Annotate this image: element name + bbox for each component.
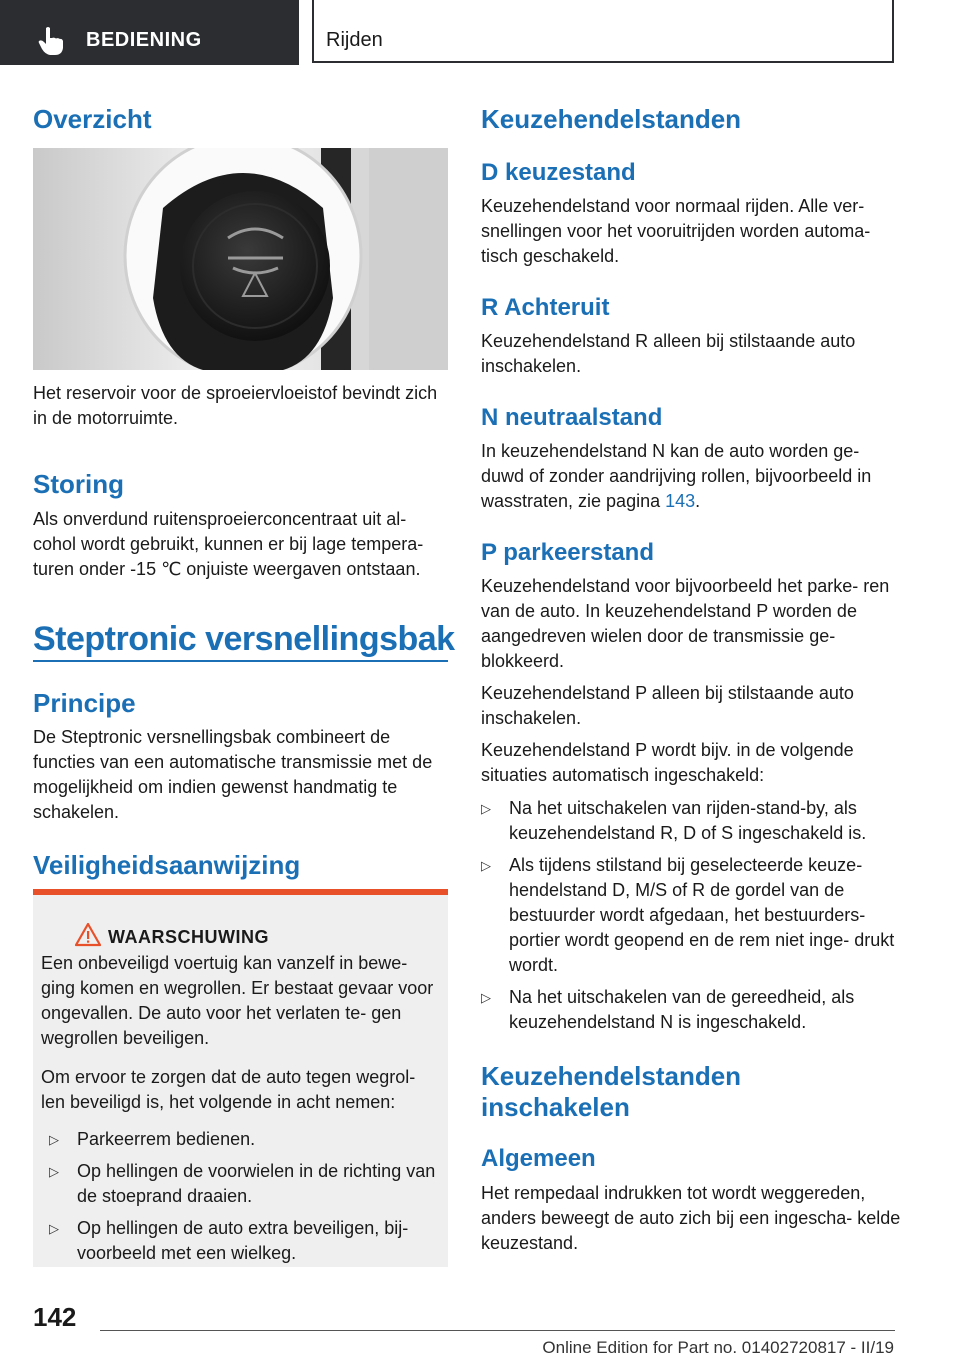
heading-veiligheid: Veiligheidsaanwijzing — [33, 850, 301, 880]
storing-text: Als onverdund ruitensproeierconcentraat uit al- cohol wordt gebruikt, kunnen er bij lage tempera- turen onder -15 ℃ onjuiste weergaven ontstaan. — [33, 509, 424, 579]
heading-algemeen: Algemeen — [481, 1145, 596, 1172]
heading-overzicht: Overzicht — [33, 104, 152, 134]
bullet-triangle-icon: ▷ — [49, 1164, 59, 1179]
p-text-2: Keuzehendelstand P alleen bij stilstaande auto inschakelen. — [481, 683, 854, 728]
bullet-triangle-icon: ▷ — [481, 801, 491, 816]
bullet-triangle-icon: ▷ — [481, 858, 491, 873]
heading-keuzehendelstanden: Keuzehendelstanden — [481, 104, 742, 134]
section-header — [312, 0, 894, 63]
principe-text: De Steptronic versnellingsbak combineert de functies van een automatische transmissie met de mogelijkheid om indien gewenst handmatig te schakelen. — [33, 727, 433, 822]
p-text-1: Keuzehendelstand voor bijvoorbeeld het parke- ren van de auto. In keuzehendelstand P worden de aangedreven wielen door de transmissie ge- blokkeerd. — [481, 576, 890, 671]
bullet-triangle-icon: ▷ — [49, 1132, 59, 1147]
chapter-label: BEDIENING — [86, 29, 202, 51]
photo-caption: Het reservoir voor de sproeiervloeistof bevindt zich in de motorruimte. — [33, 383, 438, 428]
d-text: Keuzehendelstand voor normaal rijden. Alle ver- snellingen voor het vooruitrijden worden automa- tisch geschakeld. — [481, 196, 871, 266]
warning-title: WAARSCHUWING — [108, 927, 269, 947]
heading-storing: Storing — [33, 469, 124, 499]
warning-paragraph-1: Een onbeveiligd voertuig kan vanzelf in bewe- ging komen en wegrollen. Er bestaat gevaar voor ongevallen. De auto voor het verlaten te- gen wegrollen beveiligen. — [41, 953, 434, 1048]
footer-rule — [100, 1330, 895, 1331]
warning-triangle-icon — [75, 923, 101, 947]
heading-principe: Principe — [33, 688, 136, 718]
chapter-tab[interactable] — [0, 0, 299, 65]
r-text: Keuzehendelstand R alleen bij stilstaande auto inschakelen. — [481, 331, 856, 376]
algemeen-text: Het rempedaal indrukken tot wordt weggereden, anders beweegt de auto zich bij een ingescha- kelde keuzestand. — [481, 1183, 901, 1253]
section-label: Rijden — [326, 29, 383, 51]
edition-text: Online Edition for Part no. 01402720817 - II/19 — [542, 1338, 894, 1357]
page-link[interactable]: 143 — [665, 491, 696, 511]
heading-r: R Achteruit — [481, 294, 610, 321]
reservoir-photo — [33, 148, 448, 370]
p-text-3: Keuzehendelstand P wordt bijv. in de volgende situaties automatisch ingeschakeld: — [481, 740, 854, 785]
heading-rule — [33, 660, 448, 662]
heading-p: P parkeerstand — [481, 539, 654, 566]
warning-box: WAARSCHUWING Een onbeveiligd voertuig kan vanzelf in bewe- ging komen en wegrollen. Er bestaat gevaar voor ongevallen. De auto voor het verlaten te- gen wegrollen beveiligen. Om ervoor te zorgen dat de auto tegen wegrol- len beveiligd is, het volgende in acht nemen: ▷ Parkeerrem bedienen. ▷ Op hellingen de voorwielen in de richting van de stoeprand draaien. ▷ Op hellingen de auto extra beveiligen, bij- voorbeeld met een wielkeg. — [33, 889, 448, 1267]
hand-pointer-icon — [38, 26, 64, 56]
heading-inschakelen: Keuzehendelstanden inschakelen — [481, 1061, 742, 1122]
n-text: In keuzehendelstand N kan de auto worden ge- duwd of zonder aandrijving rollen, bijvoorbeeld in wasstraten, zie pagina 143. — [481, 441, 872, 511]
heading-steptronic: Steptronic versnellingsbak — [33, 620, 455, 658]
heading-d: D keuzestand — [481, 159, 636, 186]
heading-n: N neutraalstand — [481, 404, 663, 431]
page-number: 142 — [33, 1302, 77, 1332]
bullet-triangle-icon: ▷ — [481, 990, 491, 1005]
bullet-triangle-icon: ▷ — [49, 1221, 59, 1236]
warning-paragraph-2: Om ervoor te zorgen dat de auto tegen wegrol- len beveiligd is, het volgende in acht nemen: — [41, 1067, 416, 1112]
